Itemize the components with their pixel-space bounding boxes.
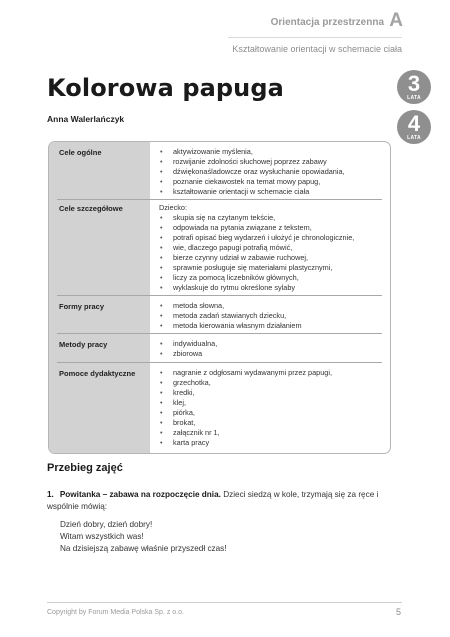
teaching-aids-label: Pomoce dydaktyczne — [59, 369, 136, 378]
poem-line: Na dzisiejszą zabawę właśnie przyszedł czas! — [60, 544, 227, 553]
work-methods-list — [159, 339, 384, 359]
detailed-goals-list — [159, 213, 384, 293]
footer-divider — [47, 602, 402, 603]
age-badge-label: LATA — [407, 135, 421, 141]
list-item: • załącznik nr 1, — [159, 428, 384, 438]
poem-line: Dzień dobry, dzień dobry! — [60, 520, 153, 529]
step-lead: Powitanka – zabawa na rozpoczęcie dnia. — [59, 490, 221, 499]
row-divider — [57, 295, 382, 296]
teaching-aids-list — [159, 368, 384, 448]
general-goals-label: Cele ogólne — [59, 148, 102, 157]
age-badge-number: 3 — [407, 71, 421, 96]
row-divider — [57, 199, 382, 200]
step-number: 1. — [47, 490, 54, 499]
list-item: • metoda kierowania własnym działaniem — [159, 321, 384, 331]
list-item: • grzechotka, — [159, 378, 384, 388]
age-badge-label: LATA — [407, 95, 421, 101]
list-item: • wie, dlaczego papugi potrafią mówić, — [159, 243, 384, 253]
course-step — [47, 489, 392, 512]
list-item: • metoda zadań stawianych dziecku, — [159, 311, 384, 321]
lesson-goals-table — [48, 141, 391, 454]
course-heading: Przebieg zajęć — [47, 462, 123, 474]
row-divider — [57, 362, 382, 363]
list-item: • poznanie ciekawostek na temat mowy papug, — [159, 177, 384, 187]
row-divider — [57, 333, 382, 334]
list-item: • sprawnie posługuje się materiałami plastycznymi, — [159, 263, 384, 273]
detailed-goals-intro: Dziecko: — [159, 203, 187, 212]
list-item: • wyklaskuje do rytmu określone sylaby — [159, 283, 384, 293]
list-item: • nagranie z odgłosami wydawanymi przez papugi, — [159, 368, 384, 378]
list-item: • indywidualna, — [159, 339, 384, 349]
header-subtitle: Kształtowanie orientacji w schemacie ciała — [232, 44, 402, 54]
list-item: • liczy za pomocą liczebników głównych, — [159, 273, 384, 283]
list-item: • aktywizowanie myślenia, — [159, 147, 384, 157]
list-item: • brokat, — [159, 418, 384, 428]
age-badge-4 — [397, 110, 431, 144]
age-badge-number: 4 — [407, 111, 421, 136]
list-item: • odpowiada na pytania związane z tekstem, — [159, 223, 384, 233]
section-letter: A — [389, 10, 403, 31]
list-item: • kształtowanie orientacji w schemacie ciała — [159, 187, 384, 197]
work-forms-label: Formy pracy — [59, 302, 105, 311]
greeting-poem — [60, 519, 227, 555]
list-item: • skupia się na czytanym tekście, — [159, 213, 384, 223]
general-goals-list — [159, 147, 384, 197]
list-item: • dźwiękonaśladowcze oraz wysłuchanie opowiadania, — [159, 167, 384, 177]
list-item: • bierze czynny udział w zabawie ruchowej, — [159, 253, 384, 263]
list-item: • rozwijanie zdolności słuchowej poprzez zabawy — [159, 157, 384, 167]
list-item: • karta pracy — [159, 438, 384, 448]
page-title: Kolorowa papuga — [47, 74, 284, 102]
detailed-goals-label: Cele szczegółowe — [59, 204, 123, 213]
author-name: Anna Walerlańczyk — [47, 114, 125, 124]
list-item: • piórka, — [159, 408, 384, 418]
label-column — [49, 142, 150, 453]
work-methods-label: Metody pracy — [59, 340, 108, 349]
page-number: 5 — [395, 607, 401, 617]
list-item: • potrafi opisać bieg wydarzeń i ułożyć je chronologicznie, — [159, 233, 384, 243]
header-title: Orientacja przestrzenna — [270, 17, 384, 28]
age-badge-3 — [397, 70, 431, 104]
work-forms-list — [159, 301, 384, 331]
header-divider — [228, 37, 402, 38]
list-item: • klej, — [159, 398, 384, 408]
list-item: • metoda słowna, — [159, 301, 384, 311]
poem-line: Witam wszystkich was! — [60, 532, 144, 541]
step-text: Dzieci siedzą w kole, trzymają się za ręce i wspólnie mówią: — [47, 490, 379, 511]
list-item: • zbiorowa — [159, 349, 384, 359]
list-item: • kredki, — [159, 388, 384, 398]
footer-copyright: Copyright by Forum Media Polska Sp. z o.o. — [47, 609, 184, 616]
